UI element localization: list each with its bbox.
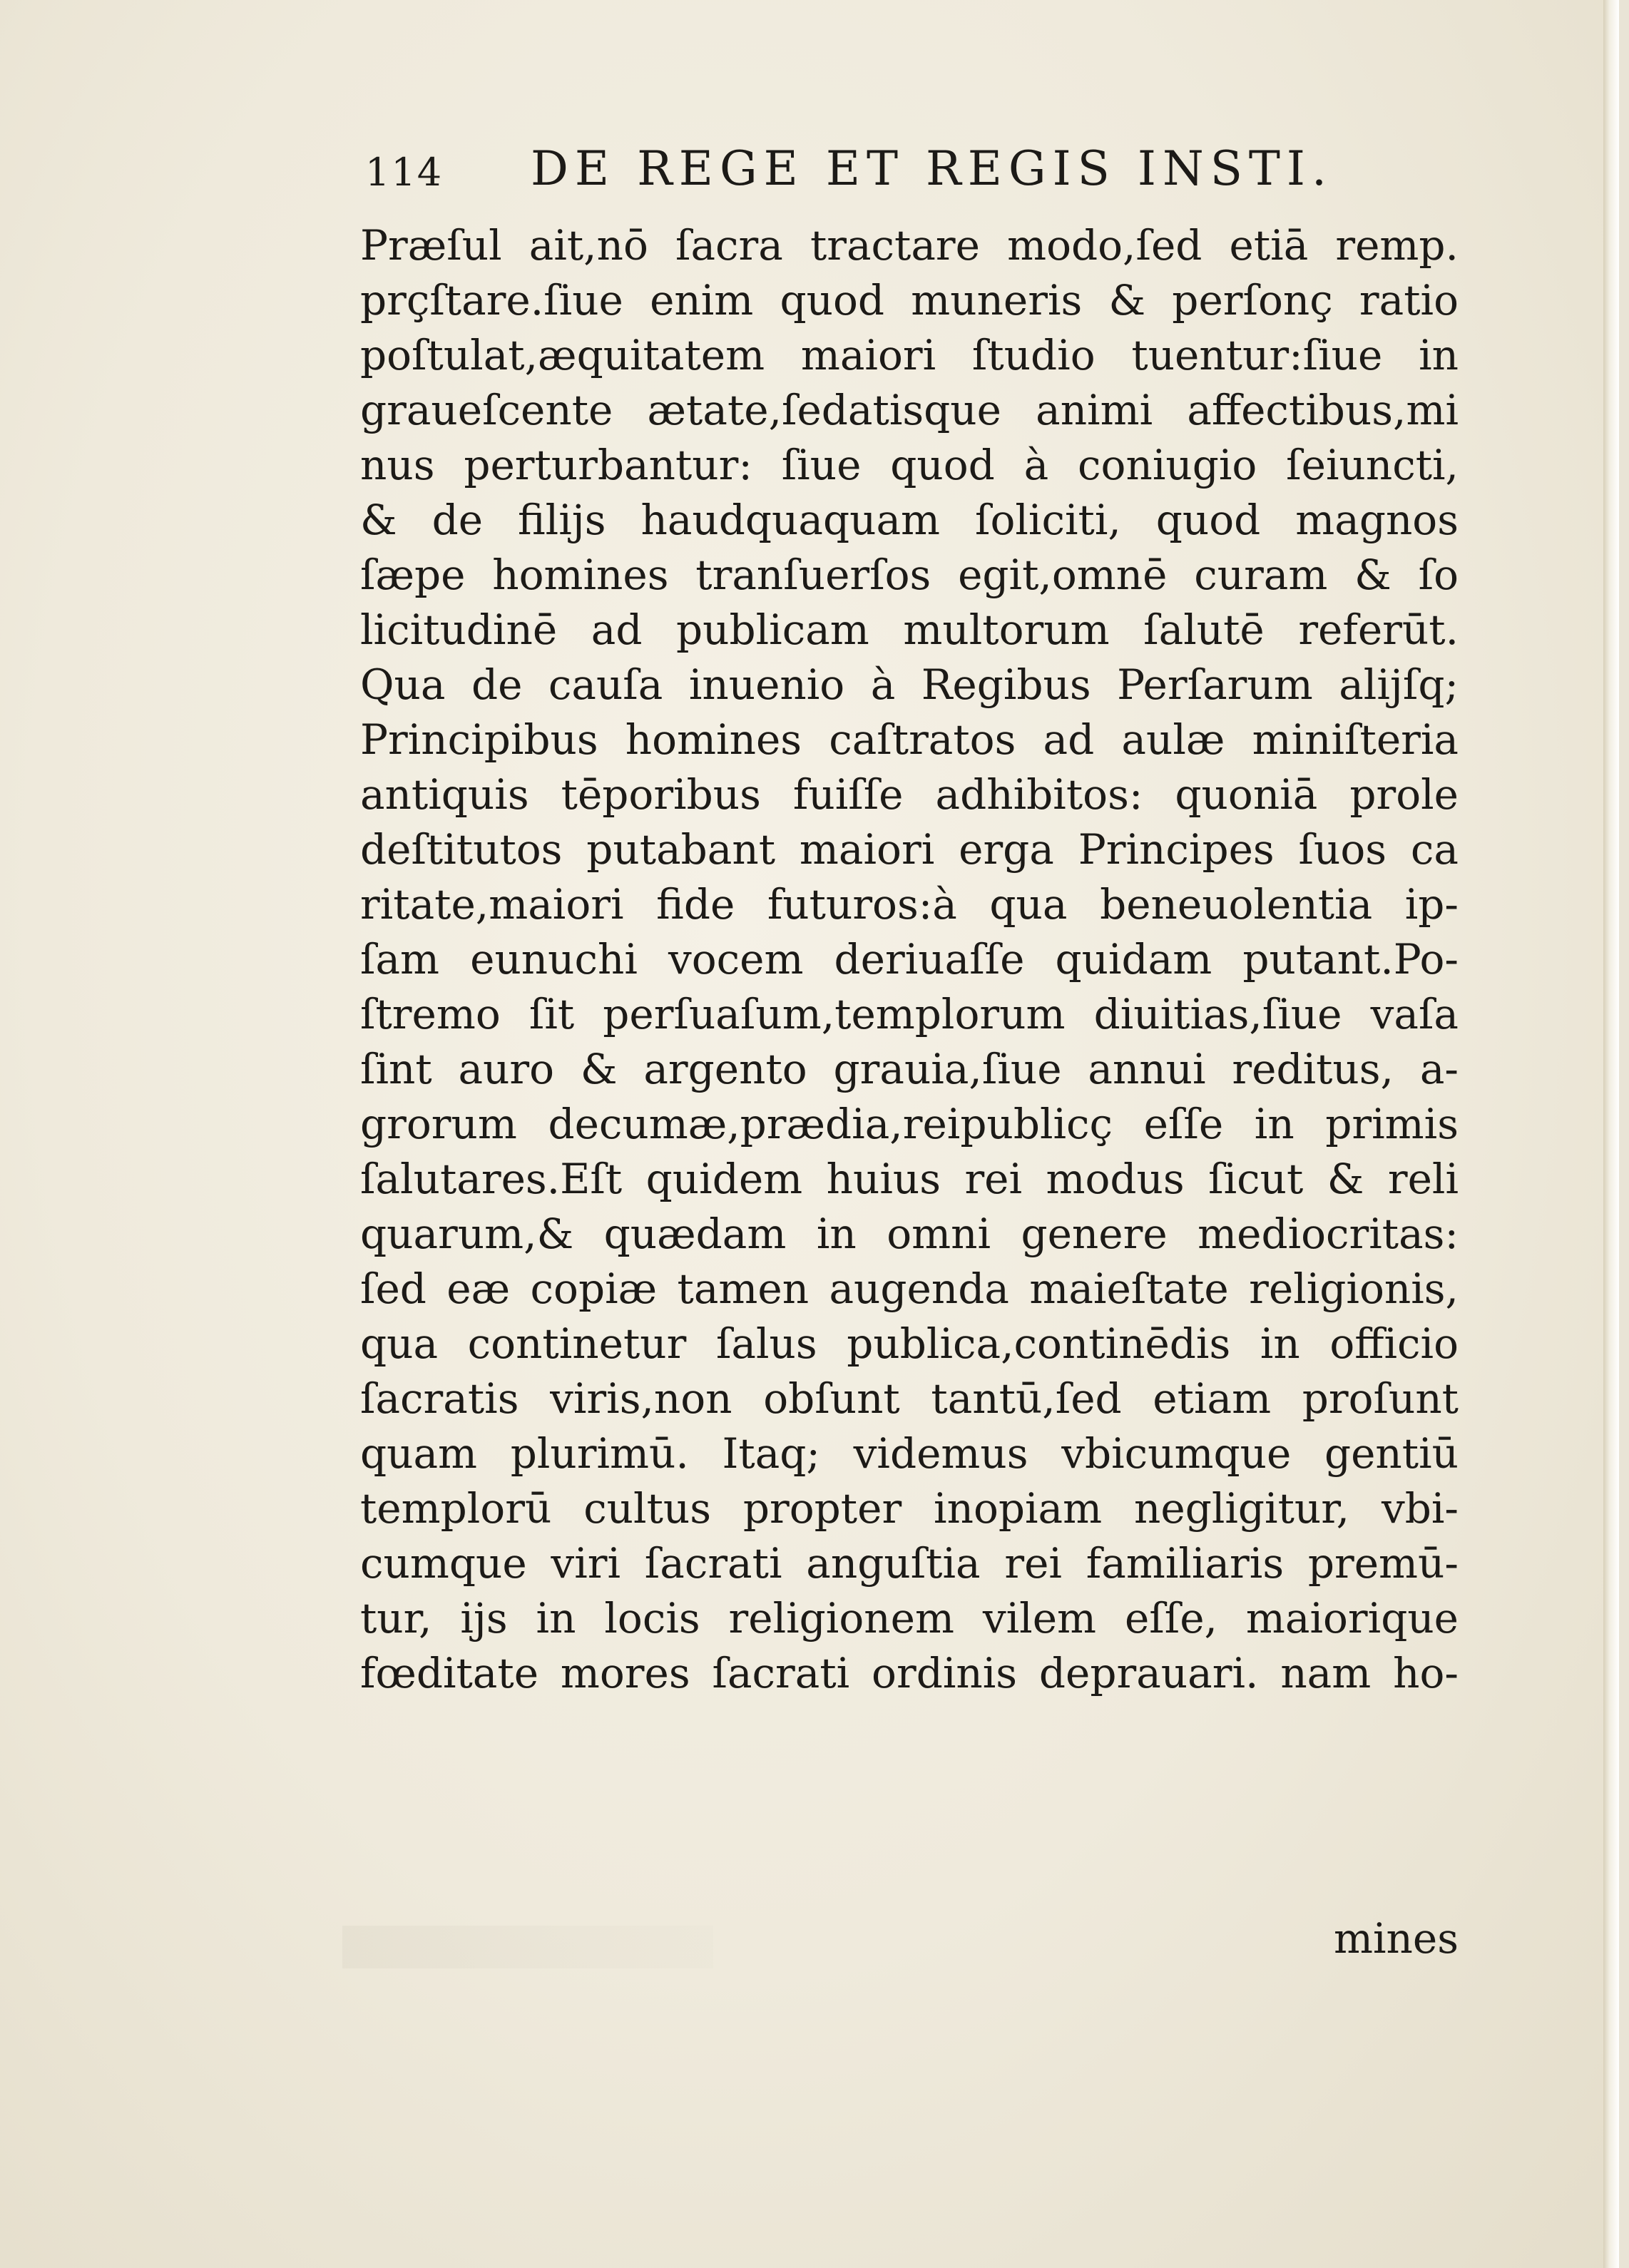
running-title: DE REGE ET REGIS INSTI. <box>531 141 1333 196</box>
text-line: ſtremo ſit perſuaſum,templorum diuitias,ſiue vaſa <box>360 990 1459 1038</box>
text-line: licitudinē ad publicam multorum ſalutē referūt. <box>360 606 1459 654</box>
text-line: fœditate mores ſacrati ordinis deprauari. nam ho- <box>360 1649 1459 1697</box>
text-line: qua continetur ſalus publica,continēdis in officio <box>360 1319 1459 1368</box>
text-line: poſtulat,æquitatem maiori ſtudio tuentur:ſiue in <box>360 331 1459 379</box>
page-header <box>365 141 1357 227</box>
catchword: mines <box>1334 1914 1459 1963</box>
text-line: deſtitutos putabant maiori erga Principes ſuos ca <box>360 825 1459 874</box>
text-line: ritate,maiori fide futuros:à qua beneuolentia ip- <box>360 880 1459 929</box>
text-line: graueſcente ætate,ſedatisque animi affectibus,mi <box>360 386 1459 434</box>
text-line: cumque viri ſacrati anguſtia rei familiaris premū- <box>360 1539 1459 1588</box>
text-line: ſalutares.Eſt quidem huius rei modus ſicut & reli <box>360 1155 1459 1203</box>
text-line: ſed eæ copiæ tamen augenda maieſtate religionis, <box>360 1265 1459 1313</box>
text-line: ſacratis viris,non obſunt tantū,ſed etiam proſunt <box>360 1374 1459 1423</box>
text-line: Qua de cauſa inuenio à Regibus Perſarum alijſq; <box>360 660 1459 709</box>
text-line: quarum,& quædam in omni genere mediocritas: <box>360 1210 1459 1258</box>
text-line: ſæpe homines tranſuerſos egit,omnē curam & ſo <box>360 551 1459 599</box>
text-line: templorū cultus propter inopiam negligitur, vbi- <box>360 1484 1459 1533</box>
text-line: ſint auro & argento grauia,ſiue annui reditus, a- <box>360 1045 1459 1093</box>
text-line: quam plurimū. Itaq; videmus vbicumque gentiū <box>360 1429 1459 1478</box>
text-line: Principibus homines caſtratos ad aulæ miniſteria <box>360 715 1459 764</box>
text-line: nus perturbantur: ſiue quod à coniugio ſeiuncti, <box>360 441 1459 489</box>
text-line: prçſtare.ſiue enim quod muneris & perſonç ratio <box>360 276 1459 325</box>
text-line: tur, ijs in locis religionem vilem eſſe, maiorique <box>360 1594 1459 1643</box>
page-number: 114 <box>365 150 444 195</box>
text-line: Præſul ait,nō ſacra tractare modo,ſed etiā remp. <box>360 221 1459 270</box>
page-edge <box>1603 0 1619 2268</box>
text-line: & de filijs haudquaquam ſoliciti, quod magnos <box>360 496 1459 544</box>
text-line: antiquis tēporibus fuiſſe adhibitos: quoniā prole <box>360 770 1459 819</box>
text-line: ſam eunuchi vocem deriuaſſe quidam putant.Po- <box>360 935 1459 984</box>
text-line: grorum decumæ,prædia,reipublicç eſſe in primis <box>360 1100 1459 1148</box>
body-text <box>360 218 1459 1701</box>
show-through-shadow <box>342 1926 713 1968</box>
